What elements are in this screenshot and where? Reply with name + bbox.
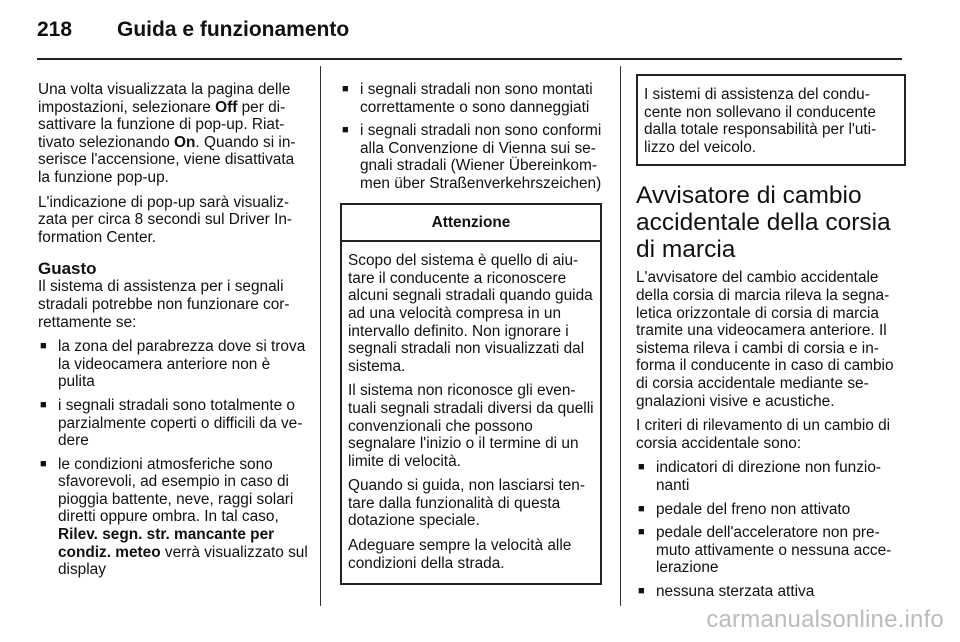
- paragraph: Adeguare sempre la velocità alle condizioni della strada.: [348, 537, 572, 572]
- paragraph: L'avvisatore del cambio accidentale della corsia di marcia rileva la segnaletica orizzontale di corsia di marcia tramite una videocamera anteriore. Il sistema rileva i cambi di corsia e informa il conducente in caso di cambio di corsia accidentale mediante segnalazioni visive e acustiche.: [636, 269, 894, 410]
- paragraph: Il sistema non riconosce gli eventuali segnali stradali diversi da quelli convenzionali che possono segnalare l'inizio o il termine di un limite di velocità.: [348, 382, 594, 470]
- list-item: ■ la zona del parabrezza dove si trova la videocamera anteriore non è pulita: [38, 338, 308, 391]
- list-item: ■ pedale del freno non attivato: [636, 501, 906, 519]
- list-item: ■ i segnali stradali non sono conformi alla Convenzione di Vienna sui segnali stradali (Wiener Übereinkommen über Straßenverkehrszeichen): [340, 122, 602, 192]
- paragraph: Una volta visualizzata la pagina delle impostazioni, selezionare Off per disattivare la funzione di pop-up. Riattivato selezionando On. Quando si inserisce l'accensione, viene disattivata la funzione pop-up.: [38, 81, 296, 186]
- list-item: ■ i segnali stradali sono totalmente o parzialmente coperti o difficili da vedere: [38, 397, 308, 450]
- paragraph: Quando si guida, non lasciarsi tentare dalla funzionalità di questa dotazione speciale.: [348, 477, 585, 530]
- warning-box: [340, 203, 602, 586]
- header-rule: [37, 58, 902, 60]
- bullet-list: [38, 338, 308, 579]
- page-title: Guida e funzionamento: [117, 18, 350, 41]
- section-title: Guasto: [38, 259, 97, 279]
- paragraph: I criteri di rilevamento di un cambio di corsia accidentale sono:: [636, 417, 891, 452]
- page-header: [37, 18, 922, 48]
- paragraph: L'indicazione di pop-up sarà visualizzata per circa 8 secondi sul Driver Information Center.: [38, 193, 293, 246]
- paragraph: Scopo del sistema è quello di aiutare il conducente a riconoscere alcuni segnali stradali quando guida ad una velocità compresa in un intervallo definito. Non ignorare i segnali stradali non visualizzati dal sistema.: [348, 252, 593, 375]
- column-divider: [620, 66, 621, 606]
- warning-body: [342, 242, 600, 583]
- list-item: ■ nessuna sterzata attiva: [636, 583, 906, 601]
- paragraph: Il sistema di assistenza per i segnali stradali potrebbe non funzionare correttamente se:: [38, 278, 290, 331]
- list-item: ■ indicatori di direzione non funzionanti: [636, 459, 906, 494]
- bullet-list: [340, 81, 602, 193]
- column-middle: [340, 81, 602, 585]
- list-item: ■ i segnali stradali non sono montati correttamente o sono danneggiati: [340, 81, 602, 116]
- column-divider: [320, 66, 321, 606]
- page-number: 218: [37, 18, 73, 41]
- note-box: [636, 74, 906, 166]
- note-text: I sistemi di assistenza del conducente non sollevano il conducente dalla totale responsabilità per l'utilizzo del veicolo.: [644, 86, 877, 156]
- watermark: carmanualsonline.info: [706, 606, 944, 633]
- column-left: [38, 81, 308, 585]
- bullet-list: [636, 459, 906, 600]
- section-heading: Avvisatore di cambio accidentale della corsia di marcia: [636, 182, 891, 264]
- column-right: [636, 74, 906, 606]
- warning-title: Attenzione: [342, 205, 600, 243]
- list-item: ■ le condizioni atmosferiche sono sfavorevoli, ad esempio in caso di pioggia battente, neve, raggi solari diretti oppure ombra. In tal caso, Rilev. segn. str. mancante per condiz. meteo verrà visualizzato sul display: [38, 456, 308, 579]
- list-item: ■ pedale dell'acceleratore non premuto attivamente o nessuna accelerazione: [636, 524, 906, 577]
